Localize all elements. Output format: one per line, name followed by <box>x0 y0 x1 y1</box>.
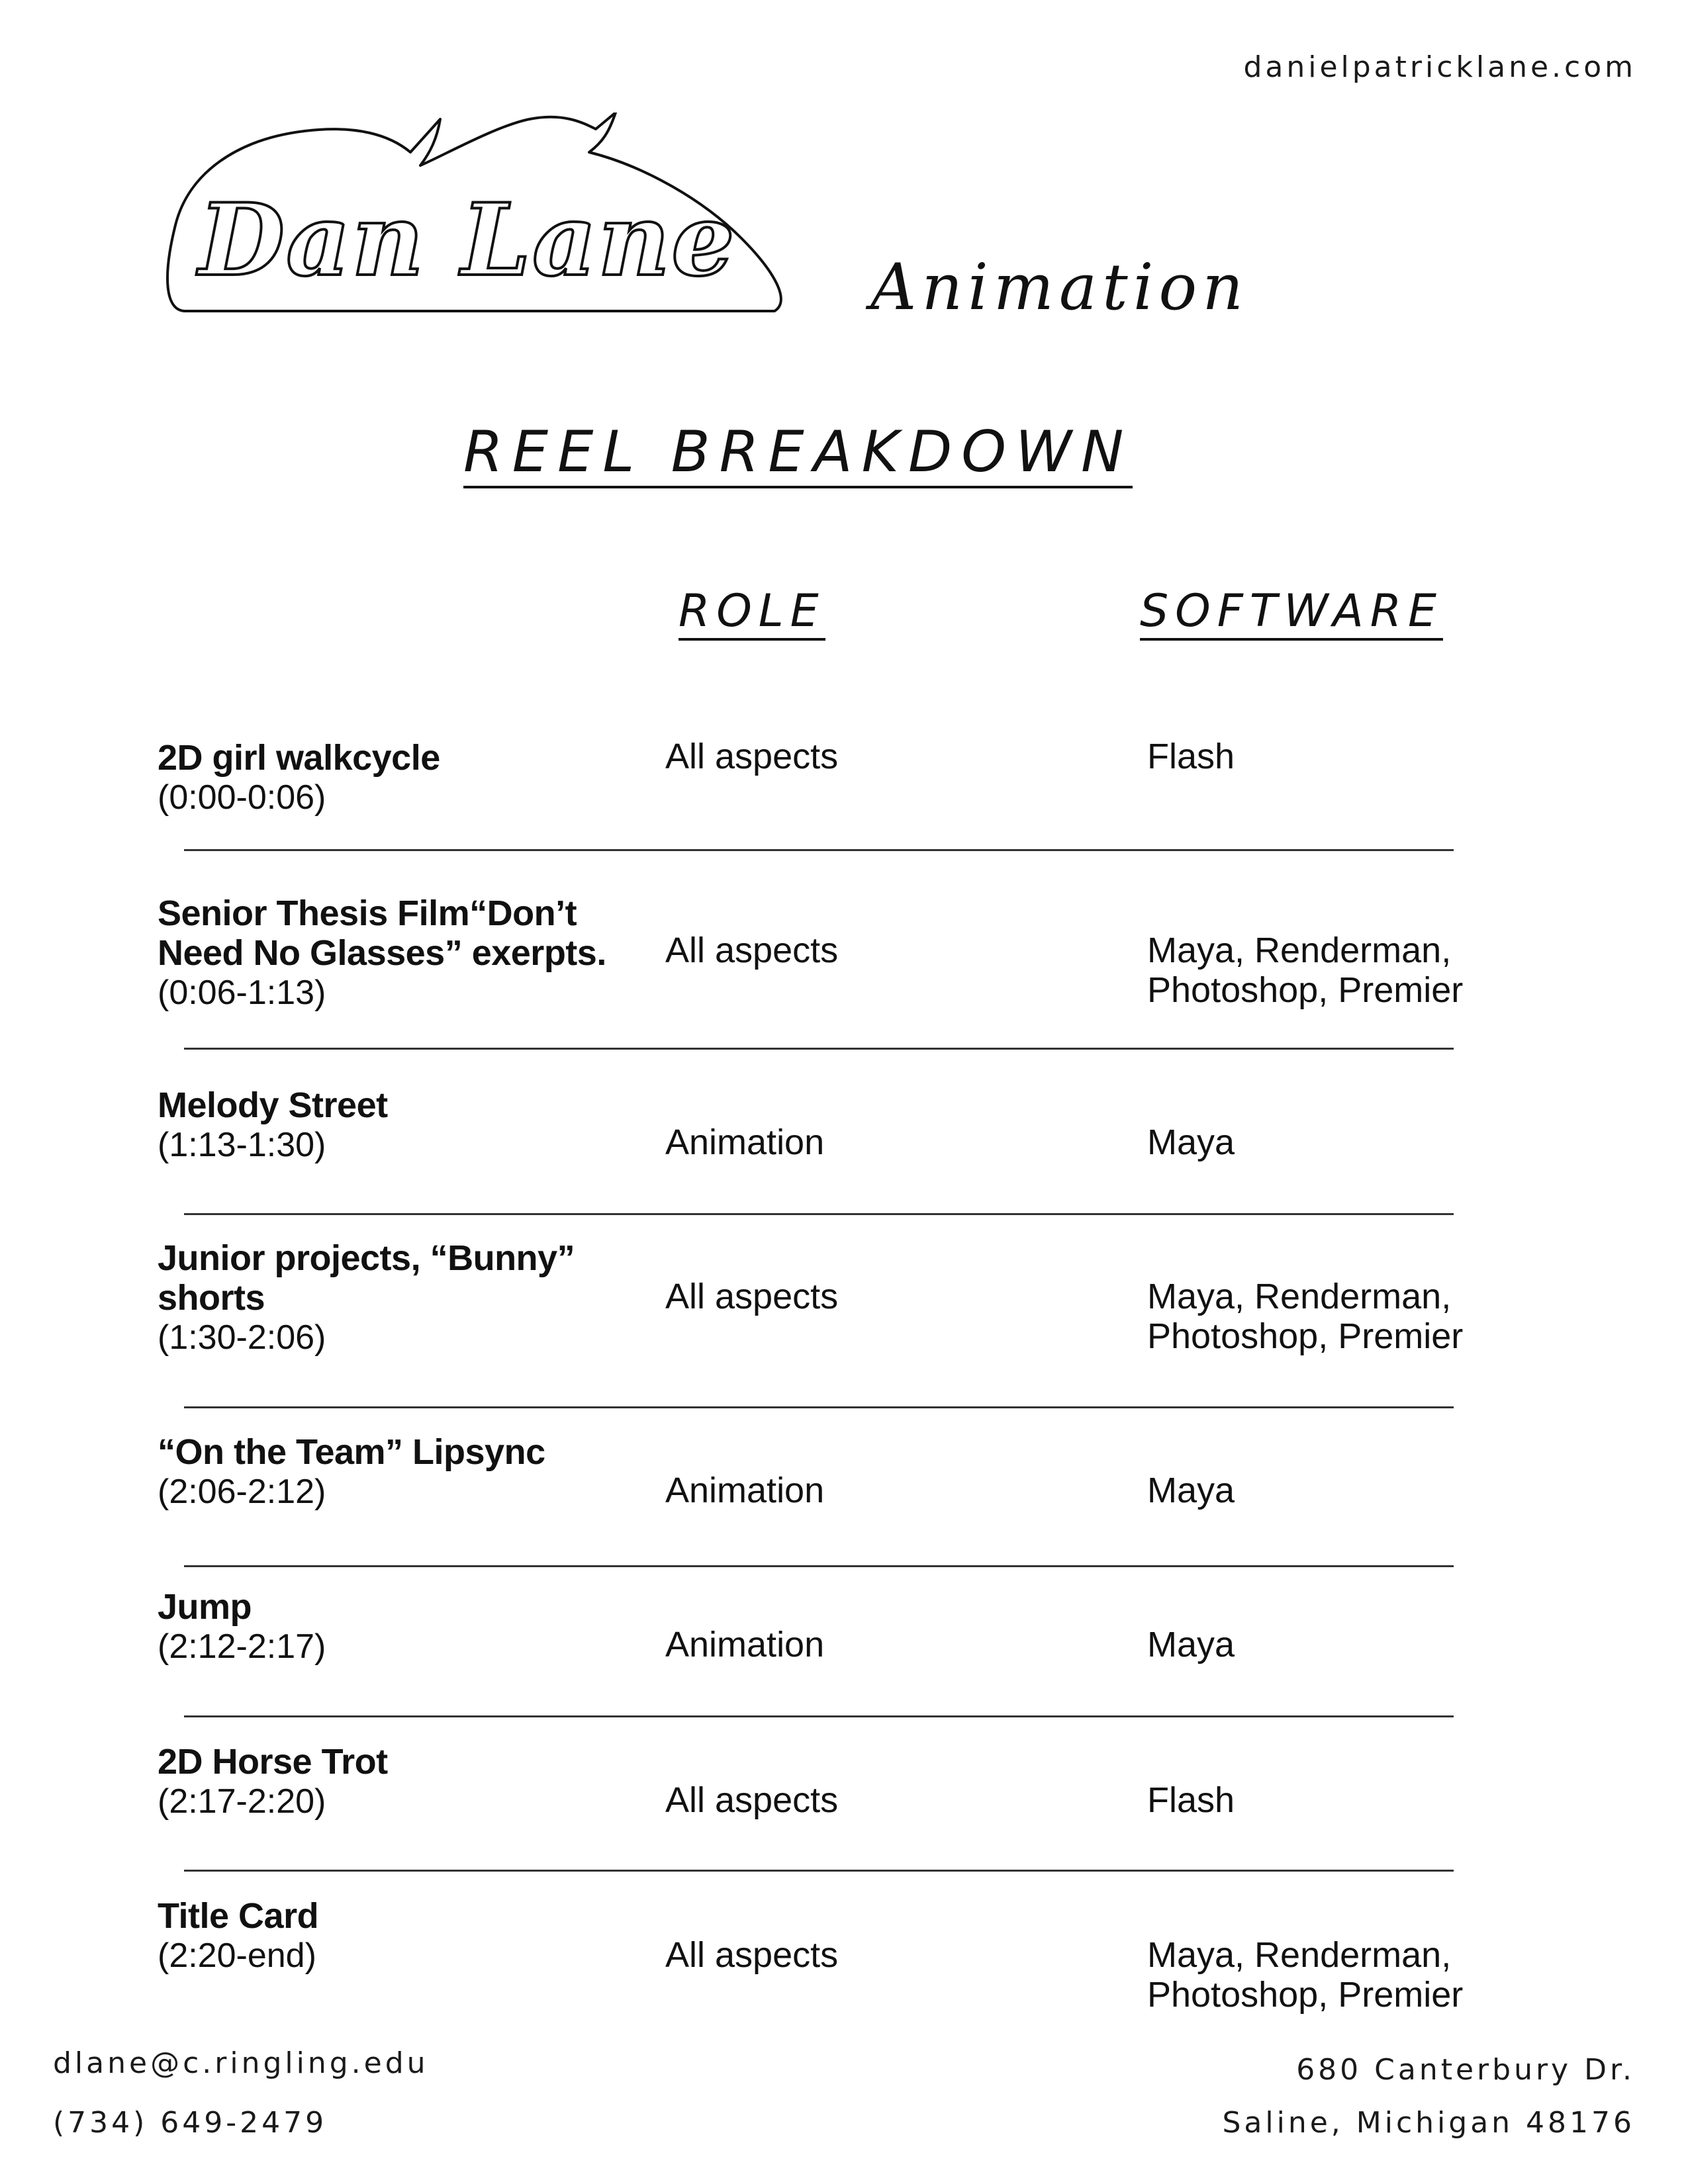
project-name: Title Card <box>158 1896 319 1936</box>
project-role: All aspects <box>665 931 839 970</box>
website-url: danielpatricklane.com <box>1243 50 1636 84</box>
row-divider <box>184 1870 1454 1872</box>
project-software: Maya, Renderman, Photoshop, Premier <box>1147 1935 1464 2015</box>
project-software: Flash <box>1147 1780 1235 1820</box>
row-divider <box>184 1048 1454 1050</box>
contact-email: dlane@c.ringling.edu <box>53 2046 429 2080</box>
project-timecode: (2:06-2:12) <box>158 1473 326 1511</box>
table-row <box>158 1587 661 1666</box>
project-name: Junior projects, “Bunny” shorts <box>158 1238 575 1318</box>
address-street: 680 Canterbury Dr. <box>1296 2053 1635 2087</box>
project-timecode: (2:20-end) <box>158 1936 316 1975</box>
dan-lane-logo <box>159 113 814 331</box>
project-role: All aspects <box>665 737 839 776</box>
project-name: Melody Street <box>158 1085 388 1125</box>
project-role: All aspects <box>665 1935 839 1975</box>
table-row <box>158 738 661 817</box>
table-row <box>158 1432 661 1512</box>
project-timecode: (0:00-0:06) <box>158 778 326 817</box>
project-software: Maya, Renderman, Photoshop, Premier <box>1147 931 1464 1010</box>
project-software: Maya <box>1147 1122 1235 1162</box>
logo-subtitle: Animation <box>870 250 1249 324</box>
row-divider <box>184 849 1454 851</box>
table-row <box>158 1238 661 1357</box>
project-name: 2D Horse Trot <box>158 1742 388 1782</box>
project-name: 2D girl walkcycle <box>158 738 440 778</box>
logo-text: Dan Lane <box>199 182 736 298</box>
project-role: Animation <box>665 1625 825 1664</box>
project-timecode: (2:17-2:20) <box>158 1782 326 1821</box>
table-row <box>158 893 661 1013</box>
project-role: All aspects <box>665 1277 839 1316</box>
project-software: Maya <box>1147 1625 1235 1664</box>
column-header-software: SOFTWARE <box>1140 589 1443 641</box>
row-divider <box>184 1213 1454 1215</box>
project-software: Maya, Renderman, Photoshop, Premier <box>1147 1277 1464 1356</box>
project-timecode: (1:30-2:06) <box>158 1318 326 1357</box>
table-row <box>158 1896 661 1976</box>
project-timecode: (2:12-2:17) <box>158 1627 326 1666</box>
project-role: Animation <box>665 1471 825 1510</box>
column-header-role: ROLE <box>679 589 825 641</box>
project-software: Maya <box>1147 1471 1235 1510</box>
row-divider <box>184 1565 1454 1567</box>
project-name: Senior Thesis Film“Don’t Need No Glasses” exerpts. <box>158 893 606 973</box>
project-timecode: (1:13-1:30) <box>158 1126 326 1164</box>
project-name: “On the Team” Lipsync <box>158 1432 545 1472</box>
project-software: Flash <box>1147 737 1235 776</box>
table-row <box>158 1742 661 1821</box>
project-role: Animation <box>665 1122 825 1162</box>
contact-phone: (734) 649-2479 <box>53 2106 328 2140</box>
project-role: All aspects <box>665 1780 839 1820</box>
project-name: Jump <box>158 1587 252 1627</box>
project-timecode: (0:06-1:13) <box>158 974 326 1012</box>
row-divider <box>184 1406 1454 1408</box>
table-row <box>158 1085 661 1165</box>
page-title: REEL BREAKDOWN <box>463 424 1133 488</box>
address-city: Saline, Michigan 48176 <box>1222 2106 1635 2140</box>
row-divider <box>184 1715 1454 1717</box>
